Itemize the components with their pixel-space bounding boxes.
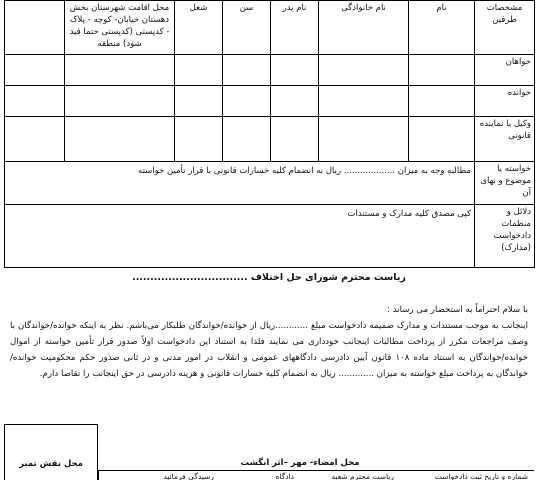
claim-text[interactable]: مطالبه وجه به میزان ................... ریال به انضمام کلیه خسارات قانونی با قرار تأمین خواسته — [5, 161, 475, 204]
header-father-name: نام پدر — [271, 1, 319, 55]
plaintiff-blank-cell[interactable] — [5, 55, 65, 86]
lawyer-last-name-cell[interactable] — [319, 116, 409, 161]
defendant-job-cell[interactable] — [175, 85, 223, 116]
defendant-blank-cell[interactable] — [5, 85, 65, 116]
header-first-name: نام — [409, 1, 475, 55]
claim-label: خواسته یا موضوع و بهای آن — [475, 161, 535, 204]
branch-label: ریاست محترم شعبه — [331, 472, 394, 480]
lawyer-first-name-cell[interactable] — [409, 116, 475, 161]
lawyer-job-cell[interactable] — [175, 116, 223, 161]
header-age: سن — [223, 1, 271, 55]
plaintiff-first-name-cell[interactable] — [409, 55, 475, 86]
review-label: رسیدگی فرمائید — [163, 472, 214, 480]
lawyer-blank-cell[interactable] — [5, 116, 65, 161]
evidence-label: دلائل و منظمات دادخواست (مدارک) — [475, 204, 535, 267]
header-last-name: نام خانوادگی — [319, 1, 409, 55]
lawyer-age-cell[interactable] — [223, 116, 271, 161]
plaintiff-label: خواهان — [475, 55, 535, 86]
lawyer-residence-cell[interactable] — [65, 116, 175, 161]
defendant-last-name-cell[interactable] — [319, 85, 409, 116]
header-specs: مشخصات طرفین — [475, 1, 535, 55]
defendant-first-name-cell[interactable] — [409, 85, 475, 116]
plaintiff-father-name-cell[interactable] — [271, 55, 319, 86]
plaintiff-row — [5, 55, 535, 86]
evidence-text[interactable]: کپی مصدق کلیه مدارک و مستندات — [5, 204, 475, 267]
signature-label: محل امضاء- مهر –اثر انگشت — [240, 458, 360, 468]
petition-text: اینجانب به موجب مستندات و مدارک ضمیمه دادخواست مبلغ ............ریال از خوانده/خواندگان طلبکار می‌باشم. نظر به اینکه خوانده/خواندگان با وصف مراجعات مکرر از پرداخت مطالبات اینجانب خودداری می نمایند فلذا به استناد این دادخواست اولاً صدور قرار تأمین خواسته از اموال خوانده/خواندگان به استناد ماده ۱۰۸ قانون آیین دادرسی دادگاههای عمومی و انقلاب در امور مدنی و در ثانی صدور حکم محکومیت خوانده/خواندگان به پرداخت مبلغ خواسته به میزان ............. ریال به انضمام کلیه خسارات قانونی و هزینه دادرسی در حق اینجانب را تقاضا دارم. — [10, 321, 528, 379]
parties-table — [4, 0, 535, 268]
council-title: ریاست محترم شورای حل اختلاف ................................ — [132, 272, 406, 283]
defendant-father-name-cell[interactable] — [271, 85, 319, 116]
plaintiff-last-name-cell[interactable] — [319, 55, 409, 86]
evidence-row — [5, 204, 535, 267]
defendant-residence-cell[interactable] — [65, 85, 175, 116]
stamp-box — [4, 424, 98, 480]
greeting-text: با سلام احتراماً به استحضار می رساند : — [387, 305, 528, 315]
registration-number-label: شماره و تاریخ ثبت دادخواست — [434, 472, 528, 480]
header-row — [5, 1, 535, 55]
stamp-label: محل نقش تمبر — [19, 459, 83, 469]
court-label: دادگاه — [275, 472, 294, 480]
header-residence: محل اقامت شهرستان بخش دهستان خیابان- کوچه - پلاک - کدپستی (کدپستی حتما قید شود) منطقه — [65, 1, 175, 55]
defendant-label: خوانده — [475, 85, 535, 116]
defendant-row — [5, 85, 535, 116]
header-blank — [5, 1, 65, 55]
header-job: شغل — [175, 1, 223, 55]
lawyer-row — [5, 116, 535, 161]
plaintiff-residence-cell[interactable] — [65, 55, 175, 86]
lawyer-father-name-cell[interactable] — [271, 116, 319, 161]
plaintiff-age-cell[interactable] — [223, 55, 271, 86]
defendant-age-cell[interactable] — [223, 85, 271, 116]
registration-strip — [98, 470, 534, 480]
claim-row — [5, 161, 535, 204]
petition-body — [10, 302, 528, 382]
plaintiff-job-cell[interactable] — [175, 55, 223, 86]
lawyer-label: وکیل یا نماینده قانونی — [475, 116, 535, 161]
